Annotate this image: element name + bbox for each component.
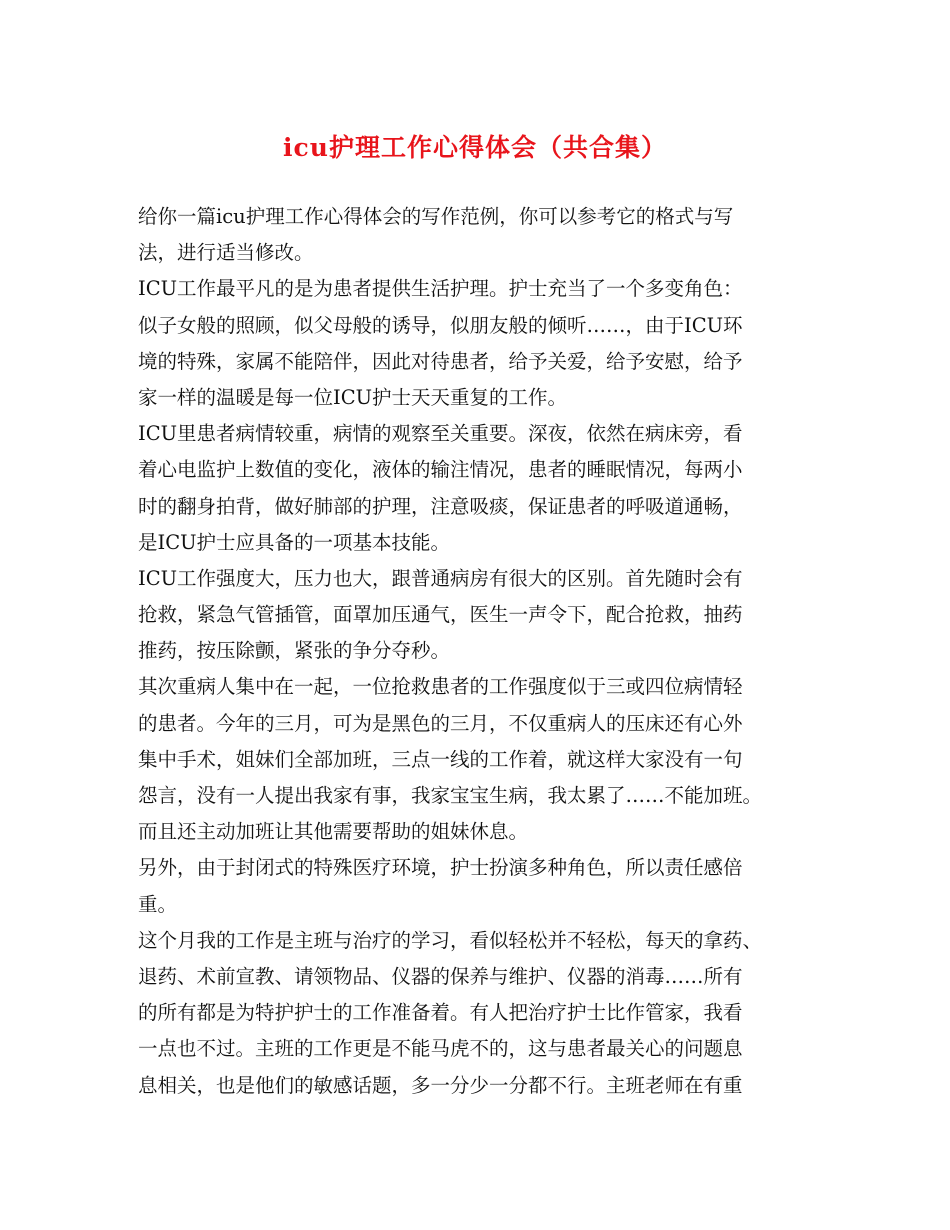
text-line: ICU里患者病情较重，病情的观察至关重要。深夜，依然在病床旁，看	[138, 422, 743, 446]
text-line: 的患者。今年的三月，可为是黑色的三月，不仅重病人的压床还有心外	[138, 711, 743, 735]
text-line: 而且还主动加班让其他需要帮助的姐妹休息。	[138, 820, 529, 844]
text-line: 法，进行适当修改。	[138, 241, 314, 265]
text-line: ICU工作强度大，压力也大，跟普通病房有很大的区别。首先随时会有	[138, 566, 743, 590]
text-line: 重。	[138, 892, 178, 916]
text-line: 时的翻身拍背，做好肺部的护理，注意吸痰，保证患者的呼吸道通畅，	[138, 494, 743, 518]
text-line: 另外，由于封闭式的特殊医疗环境，护士扮演多种角色，所以责任感倍	[138, 856, 743, 880]
text-line: 境的特殊，家属不能陪伴，因此对待患者，给予关爱，给予安慰，给予	[138, 349, 743, 373]
document-title: icu护理工作心得体会（共合集）	[283, 133, 667, 162]
text-line: 的所有都是为特护护士的工作准备着。有人把治疗护士比作管家，我看	[138, 1001, 743, 1025]
text-line: 着心电监护上数值的变化，液体的输注情况，患者的睡眠情况，每两小	[138, 458, 743, 482]
text-line: 其次重病人集中在一起，一位抢救患者的工作强度似于三或四位病情轻	[138, 675, 743, 699]
text-line: 是ICU护士应具备的一项基本技能。	[138, 530, 451, 554]
text-line: 集中手术，姐妹们全部加班，三点一线的工作着，就这样大家没有一句	[138, 747, 743, 771]
text-line: 推药，按压除颤，紧张的争分夺秒。	[138, 639, 451, 663]
text-line: 退药、术前宣教、请领物品、仪器的保养与维护、仪器的消毒……所有	[138, 964, 743, 988]
text-line: 一点也不过。主班的工作更是不能马虎不的，这与患者最关心的问题息	[138, 1037, 743, 1061]
text-line: ICU工作最平凡的是为患者提供生活护理。护士充当了一个多变角色：	[138, 277, 743, 301]
text-line: 家一样的温暖是每一位ICU护士天天重复的工作。	[138, 385, 568, 409]
text-line: 抢救，紧急气管插管，面罩加压通气，医生一声令下，配合抢救，抽药	[138, 603, 743, 627]
text-line: 息相关，也是他们的敏感话题，多一分少一分都不行。主班老师在有重	[138, 1073, 743, 1097]
text-line: 这个月我的工作是主班与治疗的学习，看似轻松并不轻松，每天的拿药、	[138, 928, 763, 952]
text-line: 给你一篇icu护理工作心得体会的写作范例，你可以参考它的格式与写	[138, 205, 734, 228]
document-body	[138, 199, 828, 1104]
text-line: 怨言，没有一人提出我家有事，我家宝宝生病，我太累了……不能加班。	[138, 784, 763, 807]
text-line: 似子女般的照顾，似父母般的诱导，似朋友般的倾听……，由于ICU环	[138, 313, 743, 337]
